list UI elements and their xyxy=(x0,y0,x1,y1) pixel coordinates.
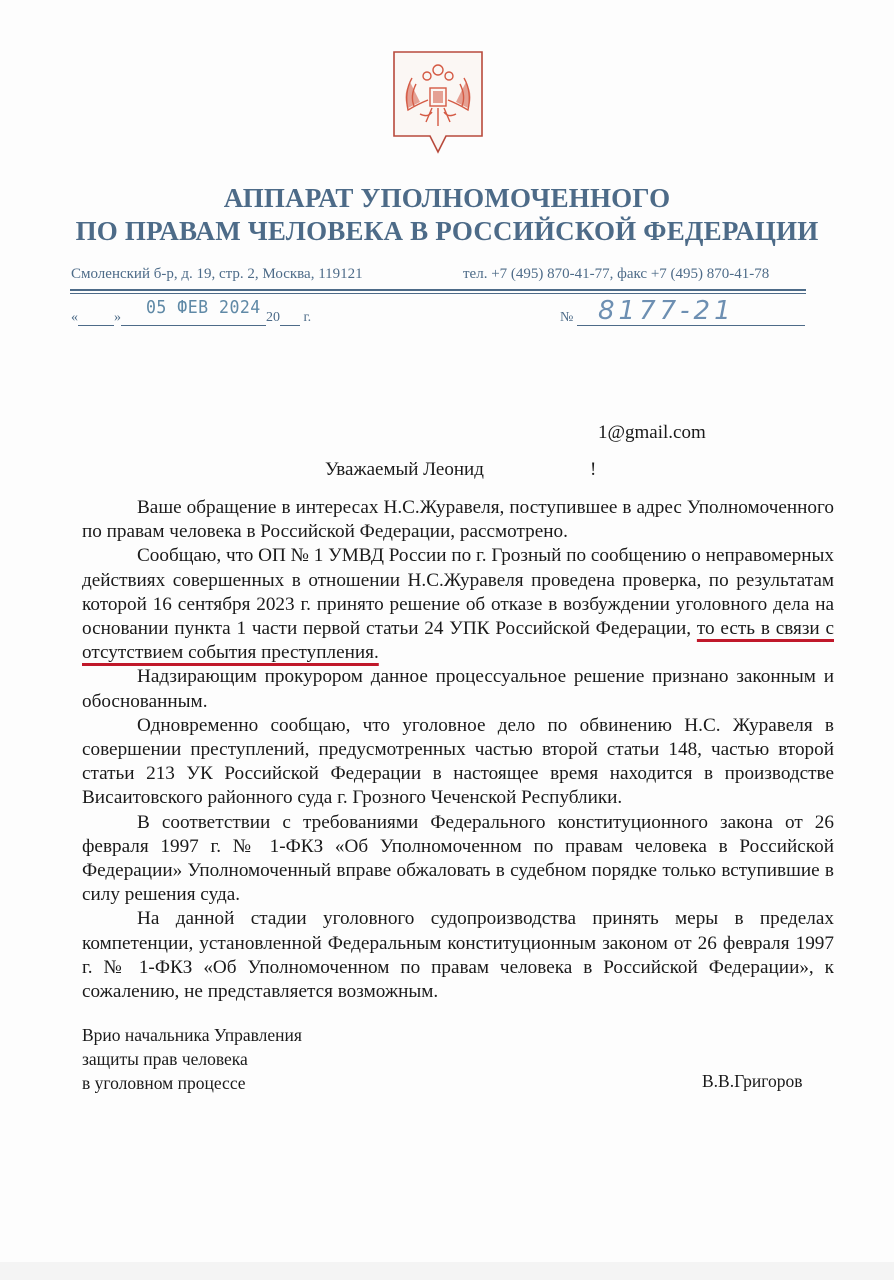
org-title-line1: АППАРАТ УПОЛНОМОЧЕННОГО xyxy=(223,183,671,213)
paragraph-3: Надзирающим прокурором данное процессуальное решение признано законным и обоснованным. xyxy=(82,666,834,712)
signatory-position xyxy=(82,1023,302,1095)
year-suffix: г. xyxy=(303,310,312,325)
day-blank xyxy=(78,311,114,326)
number-label: № xyxy=(560,310,574,325)
coat-of-arms-icon xyxy=(390,48,486,158)
header-rule-thin xyxy=(70,293,806,294)
year-blank xyxy=(280,311,300,326)
greeting-text: Уважаемый Леонид xyxy=(325,459,484,480)
org-address: Смоленский б-р, д. 19, стр. 2, Москва, 119121 xyxy=(71,266,363,282)
paragraph-2-text: Сообщаю, что ОП № 1 УМВД России по г. Грозный по сообщению о неправомерных действиях совершенных в отношении Н.С.Журавеля проведена проверка, по результатам которой 16 сентября 2023 г. принято решение об отказе в возбуждении уголовного дела на основании пункта 1 части первой статьи 24 УПК Российской Федерации, xyxy=(82,545,835,640)
position-line-3: в уголовном процессе xyxy=(82,1073,246,1093)
paragraph-1: Ваше обращение в интересах Н.С.Журавеля, поступившее в адрес Уполномоченного по правам человека в Российской Федерации, рассмотрено. xyxy=(82,497,834,543)
greeting-exclamation: ! xyxy=(590,459,597,480)
date-open-quote: « xyxy=(71,310,78,325)
org-title-line2: ПО ПРАВАМ ЧЕЛОВЕКА В РОССИЙСКОЙ ФЕДЕРАЦИИ xyxy=(75,216,819,246)
signatory-name: В.В.Григоров xyxy=(702,1071,803,1091)
org-phones: тел. +7 (495) 870-41-77, факс +7 (495) 870-41-78 xyxy=(463,266,770,282)
paragraph-4: Одновременно сообщаю, что уголовное дело по обвинению Н.С. Журавеля в совершении преступлений, предусмотренных частью второй статьи 148, частью второй статьи 213 УК Российской Федерации в настоящее время находится в производстве Висаитовского районного суда г. Грозного Чеченской Республики. xyxy=(82,714,834,809)
paragraph-5: В соответствии с требованиями Федерального конституционного закона от 26 февраля 1997 г. № 1-ФКЗ «Об Уполномоченном по правам человека в Российской Федерации» Уполномоченный вправе обжаловать в судебном порядке только вступившие в силу решения суда. xyxy=(82,811,834,906)
header-rule xyxy=(70,289,806,291)
recipient-email: 1@gmail.com xyxy=(598,422,706,443)
page-bottom-edge xyxy=(0,1262,894,1280)
year-prefix: 20 xyxy=(266,310,280,325)
position-line-1: Врио начальника Управления xyxy=(82,1025,302,1045)
date-close-quote: » xyxy=(114,310,121,325)
highlighted-phrase: то есть в связи с отсутствием события преступления. xyxy=(82,618,834,664)
date-stamp: 05 ФЕВ 2024 xyxy=(146,297,261,318)
paragraph-6: На данной стадии уголовного судопроизводства принять меры в пределах компетенции, установленной Федеральным конституционным законом от 26 февраля 1997 г. № 1-ФКЗ «Об Уполномоченном по правам человека в Российской Федерации», к сожалению, не представляется возможным. xyxy=(82,908,834,1003)
greeting xyxy=(325,459,597,481)
handwritten-number: 8177-21 xyxy=(598,296,735,326)
paragraph-2 xyxy=(82,544,834,665)
position-line-2: защиты прав человека xyxy=(82,1049,248,1069)
letter-body xyxy=(82,496,834,1004)
